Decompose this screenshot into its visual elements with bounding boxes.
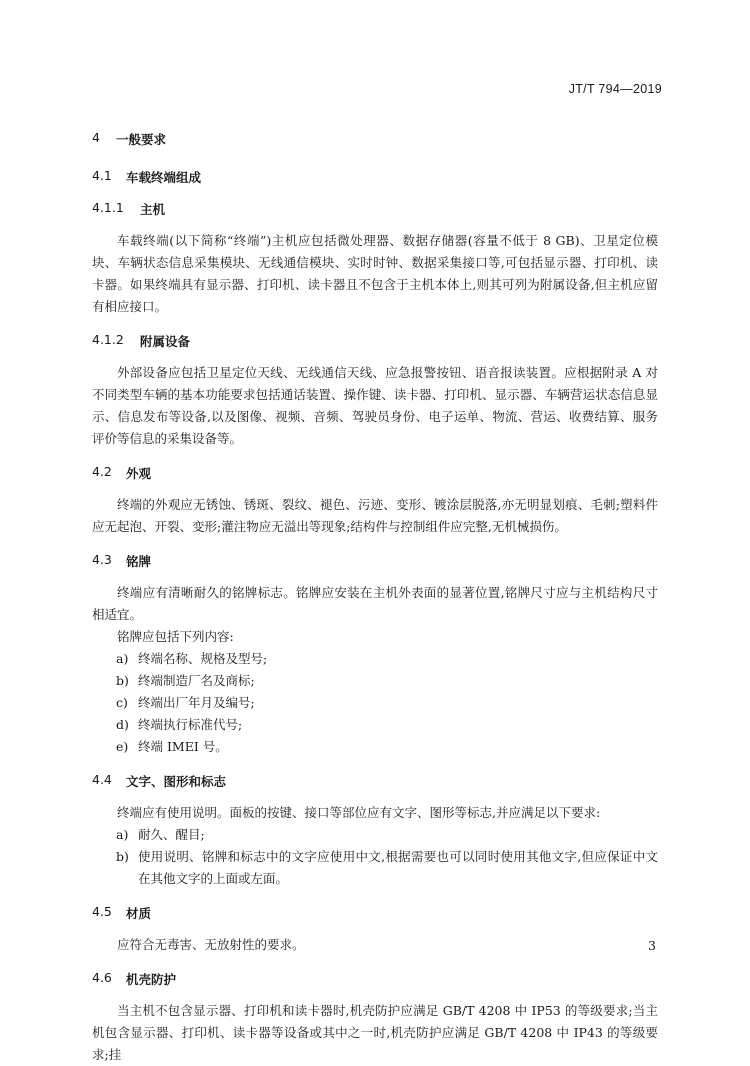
paragraph: 车载终端(以下简称“终端”)主机应包括微处理器、数据存储器(容量不低于 8 GB)、卫星定位模块、车辆状态信息采集模块、无线通信模块、实时时钟、数据采集接口等,可包括显示器、打印机、读卡器。如果终端具有显示器、打印机、读卡器且不包含于主机本体上,则其可列为附属设备,但主机应留有相应接口。 xyxy=(92,233,658,314)
list-item xyxy=(92,670,658,692)
list-marker: b) xyxy=(116,673,129,688)
section-4-6-heading xyxy=(92,970,658,988)
section-number: 4.1.1 xyxy=(92,200,124,215)
list-marker: d) xyxy=(116,717,129,732)
section-number: 4.3 xyxy=(92,552,112,567)
section-number: 4.2 xyxy=(92,464,112,479)
list-item xyxy=(92,692,658,714)
paragraph: 终端的外观应无锈蚀、锈斑、裂纹、褪色、污迹、变形、镀涂层脱落,亦无明显划痕、毛刺;塑料件应无起泡、开裂、变形;灌注物应无溢出等现象;结构件与控制组件应完整,无机械损伤。 xyxy=(92,497,658,534)
list-item xyxy=(92,824,658,846)
section-title: 车载终端组成 xyxy=(126,170,202,185)
list-item xyxy=(92,714,658,736)
page-number: 3 xyxy=(648,938,656,953)
section-4-1-2-heading xyxy=(92,332,658,350)
section-4-2-heading xyxy=(92,464,658,482)
section-number: 4.1 xyxy=(92,168,112,183)
paragraph: 当主机不包含显示器、打印机和读卡器时,机壳防护应满足 GB/T 4208 中 IP53 的等级要求;当主机包含显示器、打印机、读卡器等设备或其中之一时,机壳防护应满足 GB/T 4208 中 IP43 的等级要求;挂 xyxy=(92,1003,658,1062)
list-text: 终端出厂年月及编号; xyxy=(138,695,255,710)
section-title: 主机 xyxy=(140,202,166,217)
paragraph: 铭牌应包括下列内容: xyxy=(117,629,234,644)
list-marker: a) xyxy=(116,651,129,666)
list-marker: e) xyxy=(116,739,129,754)
section-4-4-heading xyxy=(92,772,658,790)
section-title: 铭牌 xyxy=(126,554,152,569)
section-4-heading xyxy=(92,130,658,148)
section-4-1-heading xyxy=(92,168,658,186)
section-number: 4.6 xyxy=(92,970,112,985)
list-marker: a) xyxy=(116,827,129,842)
paragraph: 终端应有清晰耐久的铭牌标志。铭牌应安装在主机外表面的显著位置,铭牌尺寸应与主机结构尺寸相适宜。 xyxy=(92,585,658,622)
list-text: 终端 IMEI 号。 xyxy=(138,739,228,754)
list-text: 耐久、醒目; xyxy=(138,827,205,842)
section-title: 文字、图形和标志 xyxy=(126,774,227,789)
section-title: 外观 xyxy=(126,466,152,481)
section-4-1-1-heading xyxy=(92,200,658,218)
paragraph: 终端应有使用说明。面板的按键、接口等部位应有文字、图形等标志,并应满足以下要求: xyxy=(117,805,601,820)
section-number: 4.1.2 xyxy=(92,332,124,347)
list-marker: b) xyxy=(116,849,129,864)
section-number: 4 xyxy=(92,130,100,145)
document-body xyxy=(92,130,658,1066)
list-item xyxy=(92,736,658,758)
section-title: 机壳防护 xyxy=(126,972,177,987)
section-number: 4.5 xyxy=(92,904,112,919)
section-title: 附属设备 xyxy=(140,334,191,349)
standard-code: JT/T 794—2019 xyxy=(568,82,662,96)
list-item xyxy=(92,846,658,890)
section-title: 材质 xyxy=(126,906,152,921)
section-4-5-heading xyxy=(92,904,658,922)
list-item xyxy=(92,648,658,670)
paragraph: 应符合无毒害、无放射性的要求。 xyxy=(117,937,305,952)
list-text: 终端名称、规格及型号; xyxy=(138,651,268,666)
section-title: 一般要求 xyxy=(116,132,167,147)
list-text: 终端制造厂名及商标; xyxy=(138,673,255,688)
list-text: 终端执行标准代号; xyxy=(138,717,243,732)
list-marker: c) xyxy=(116,695,128,710)
section-number: 4.4 xyxy=(92,772,112,787)
section-4-3-heading xyxy=(92,552,658,570)
paragraph: 外部设备应包括卫星定位天线、无线通信天线、应急报警按钮、语音报读装置。应根据附录 A 对不同类型车辆的基本功能要求包括通话装置、操作键、读卡器、打印机、显示器、车辆营运状态信息显示、信息发布等设备,以及图像、视频、音频、驾驶员身份、电子运单、物流、营运、收费结算、服务评价等信息的采集设备等。 xyxy=(92,365,658,446)
list-text: 使用说明、铭牌和标志中的文字应使用中文,根据需要也可以同时使用其他文字,但应保证中文在其他文字的上面或左面。 xyxy=(138,849,658,886)
